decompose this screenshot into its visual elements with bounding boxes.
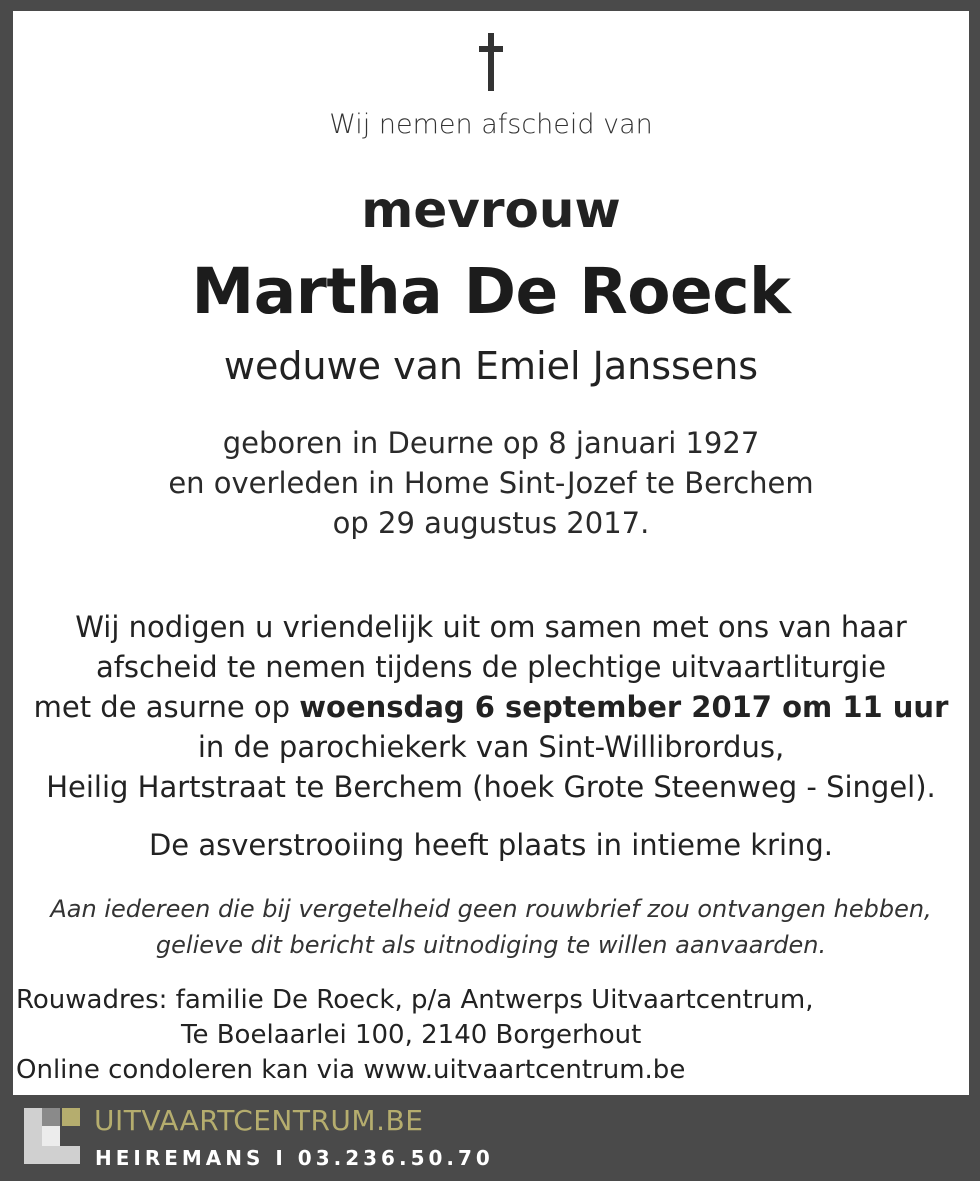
disclaimer: Aan iedereen die bij vergetelheid geen rouwbrief zou ontvangen hebben, gelieve dit bericht als uitnodiging te willen aanvaarden. [50,895,932,959]
spouse-line: weduwe van Emiel Janssens [223,344,759,388]
cross-icon [479,33,503,91]
death-date-line: op 29 augustus 2017. [332,506,650,540]
brand-name: UITVAARTCENTRUM.BE [94,1104,424,1137]
invitation-line: Wij nodigen u vriendelijk uit om samen met ons van haar [75,610,907,644]
ash-scattering-note: De asverstrooiing heeft plaats in intieme kring. [148,828,834,862]
deceased-name: Martha De Roeck [191,255,791,328]
mourning-address: Rouwadres: familie De Roeck, p/a Antwerps Uitvaartcentrum, Te Boelaarlei 100, 2140 Borgerhout Online condoleren kan via www.uitvaartcentrum.be [16,983,813,1088]
online-condolence-line: Online condoleren kan via www.uitvaartcentrum.be [16,1055,686,1085]
invitation-line: met de asurne op woensdag 6 september 2017 om 11 uur [33,690,949,724]
birth-line: geboren in Deurne op 8 januari 1927 [222,426,760,460]
contact-line: HEIREMANS I 03.236.50.70 [95,1146,494,1170]
life-dates [13,423,969,543]
ceremony-datetime: woensdag 6 september 2017 om 11 uur [299,690,949,724]
honorific: mevrouw [361,181,621,239]
invitation-line: afscheid te nemen tijdens de plechtige uitvaartliturgie [95,650,887,684]
uitvaartcentrum-logo [24,1108,80,1164]
footer-bar [0,1098,980,1181]
death-line: en overleden in Home Sint-Jozef te Berchem [168,466,814,500]
invitation-line: Heilig Hartstraat te Berchem (hoek Grote Steenweg - Singel). [46,770,936,804]
invitation-text [13,607,969,807]
invitation-line: in de parochiekerk van Sint-Willibrordus, [197,730,785,764]
intro-text: Wij nemen afscheid van [329,109,653,140]
death-notice-card [13,11,969,1095]
